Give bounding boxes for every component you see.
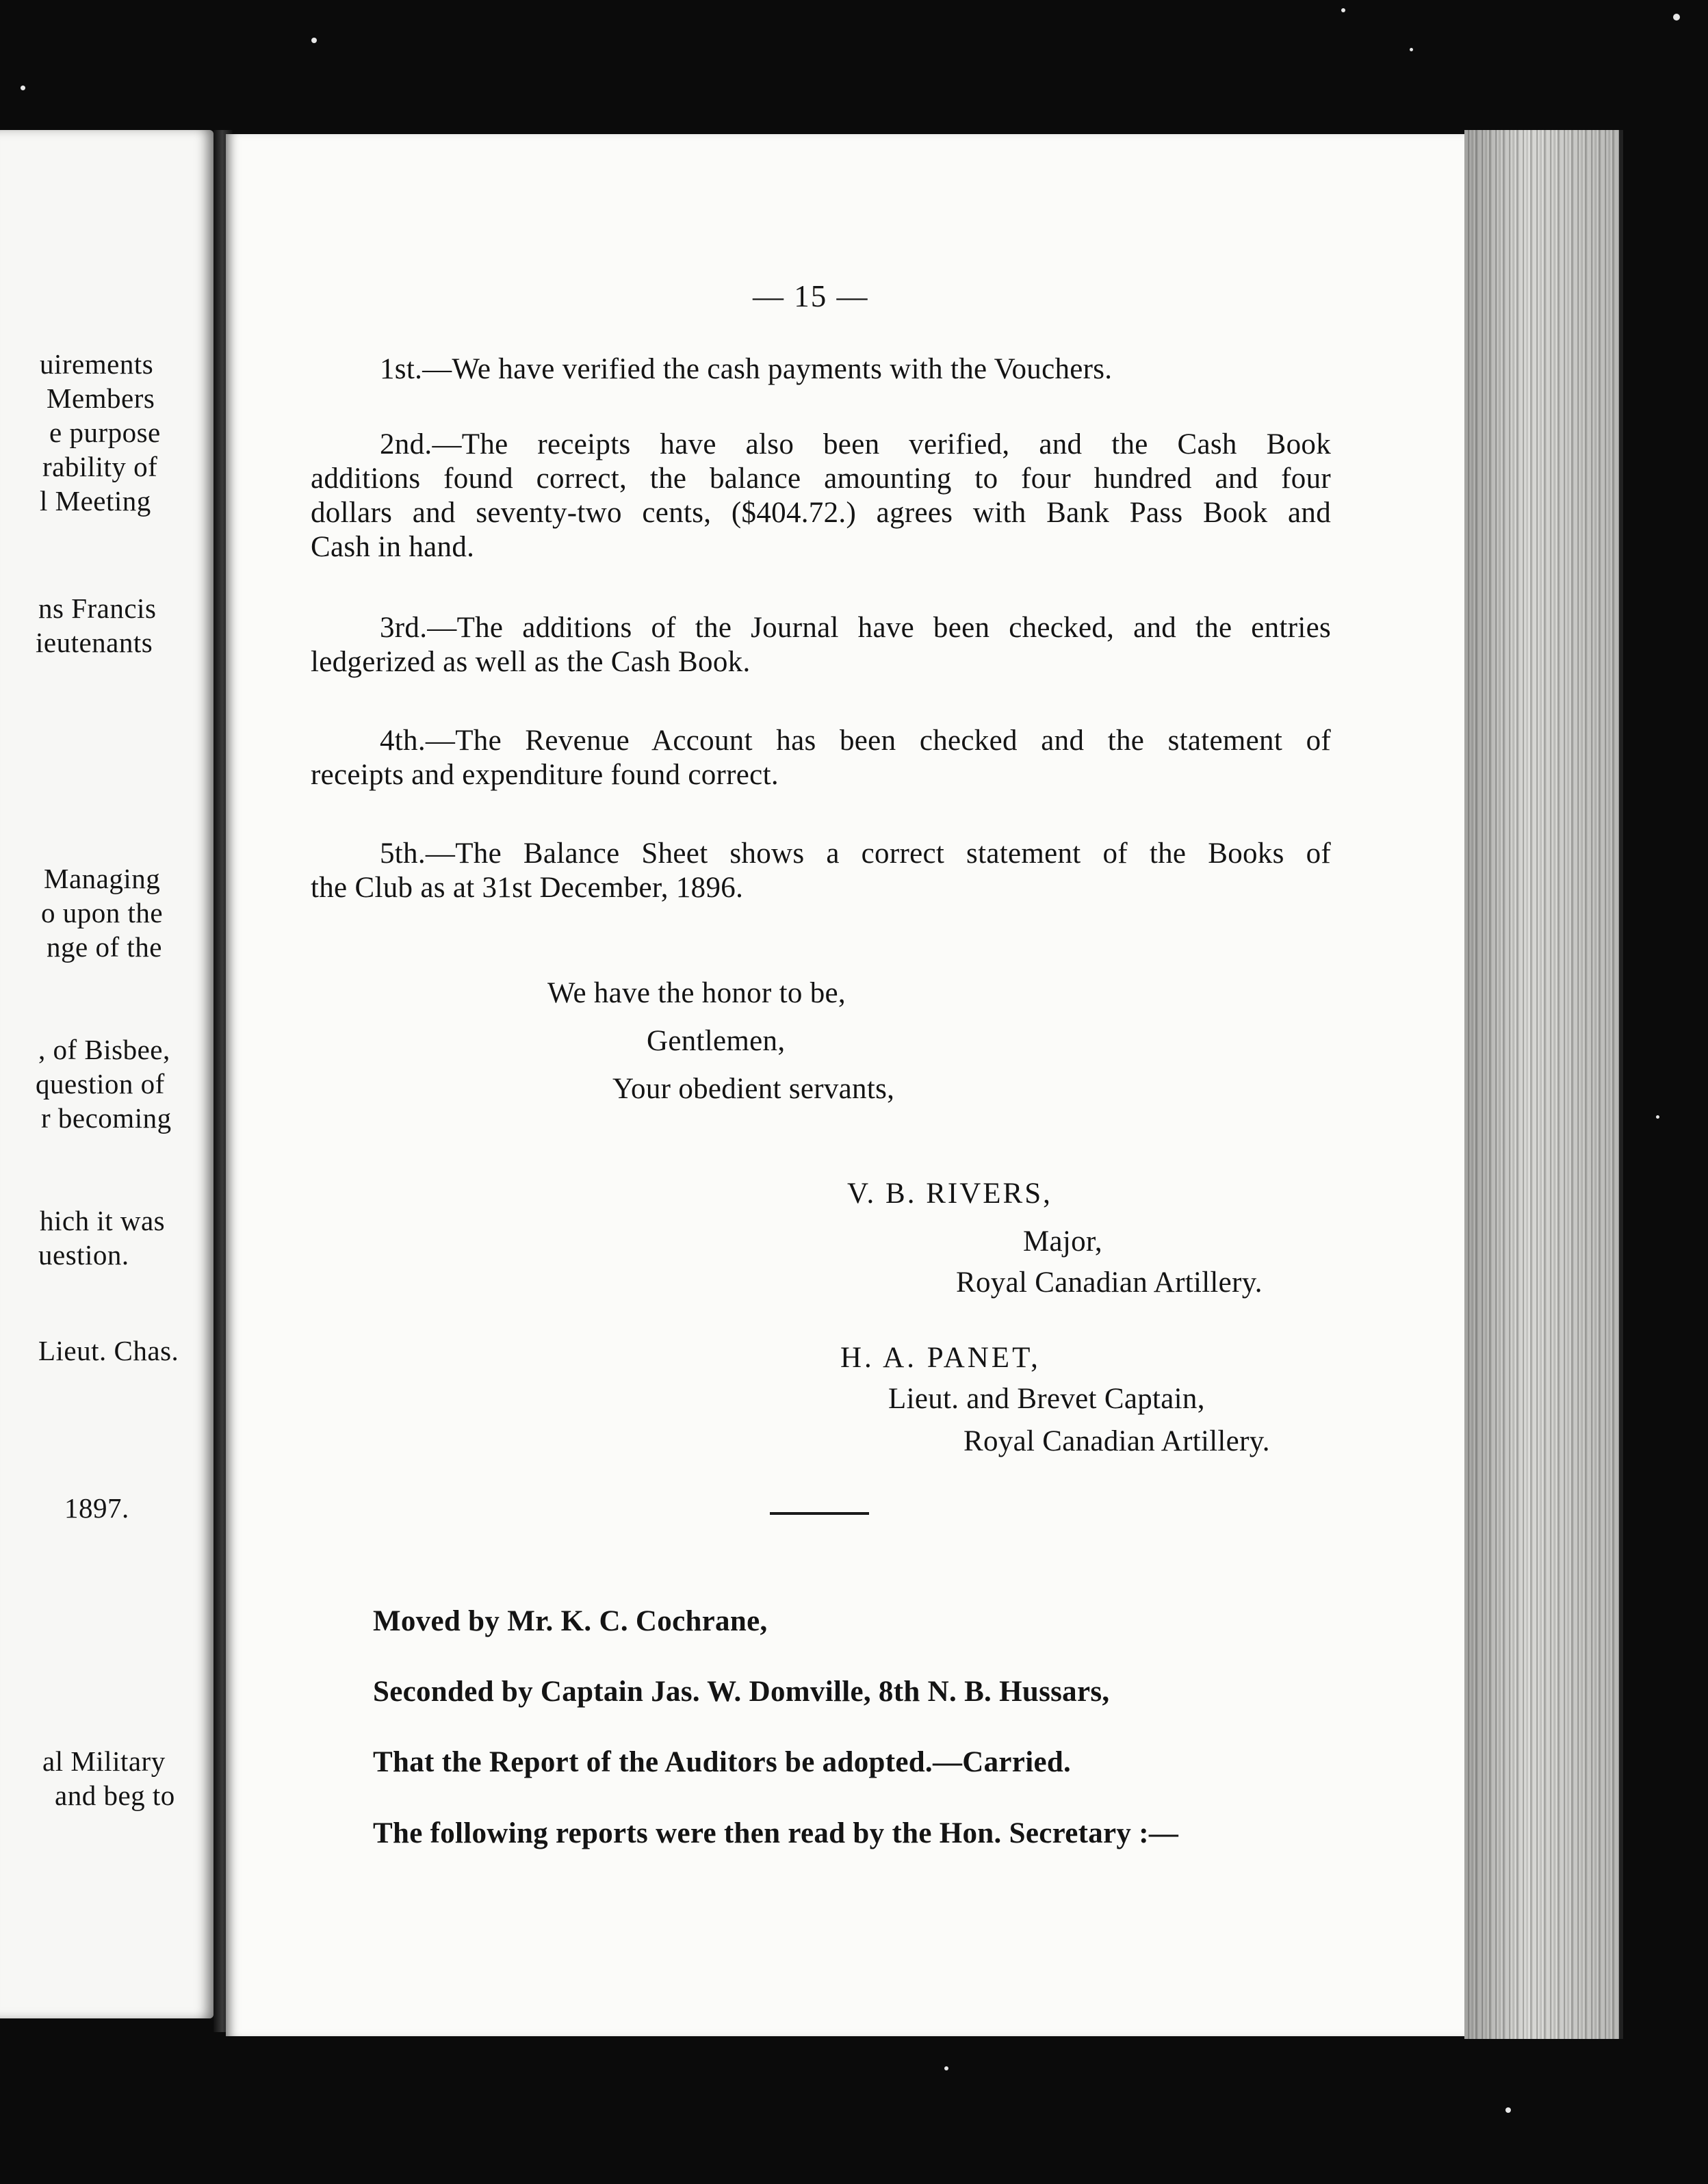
left-page-line: Members xyxy=(47,382,155,414)
dust-speck xyxy=(311,38,317,43)
closing-line: We have the honor to be, xyxy=(547,977,846,1009)
left-page-line: uestion. xyxy=(38,1239,129,1271)
closing-line: Gentlemen, xyxy=(647,1025,786,1057)
signatory-unit: Royal Canadian Artillery. xyxy=(963,1425,1270,1457)
signatory-name: H. A. PANET, xyxy=(840,1342,1041,1374)
closing-line: Your obedient servants, xyxy=(612,1073,895,1105)
section-divider xyxy=(770,1512,869,1515)
motion-moved: Moved by Mr. K. C. Cochrane, xyxy=(373,1605,768,1637)
paragraph-1-line: 1st.—We have verified the cash payments with the Vouchers. xyxy=(380,353,1113,385)
left-page-line: Managing xyxy=(44,863,161,894)
left-page-line: nge of the xyxy=(47,931,162,963)
left-page-line: Lieut. Chas. xyxy=(38,1335,179,1366)
left-page-line: r becoming xyxy=(41,1102,172,1134)
following-reports: The following reports were then read by the Hon. Secretary :— xyxy=(373,1817,1179,1849)
signatory-rank: Lieut. and Brevet Captain, xyxy=(888,1383,1205,1415)
signatory-rank: Major, xyxy=(1023,1225,1102,1258)
paragraph-5-line: 5th.—The Balance Sheet shows a correct statement of the Books of xyxy=(380,837,1331,870)
signatory-unit: Royal Canadian Artillery. xyxy=(956,1266,1263,1299)
dust-speck xyxy=(944,2066,948,2070)
paragraph-2-line: 2nd.—The receipts have also been verified, and the Cash Book xyxy=(380,428,1331,460)
left-page-line: rability of xyxy=(42,451,158,482)
left-page-line: 1897. xyxy=(64,1492,129,1524)
signatory-name: V. B. RIVERS, xyxy=(847,1178,1052,1210)
page-number: — 15 — xyxy=(753,279,869,313)
left-page-line: and beg to xyxy=(55,1780,175,1811)
page-edges xyxy=(1464,130,1623,2039)
left-page-line: hich it was xyxy=(40,1205,166,1236)
paragraph-3-line: ledgerized as well as the Cash Book. xyxy=(311,646,751,678)
paragraph-2-line: additions found correct, the balance amounting to four hundred and four xyxy=(311,463,1331,495)
dust-speck xyxy=(1341,8,1345,12)
left-page-line: ieutenants xyxy=(36,627,153,658)
paragraph-5-line: the Club as at 31st December, 1896. xyxy=(311,872,744,904)
left-page-line: uirements xyxy=(40,348,154,380)
dust-speck xyxy=(1410,48,1413,51)
dust-speck xyxy=(1673,14,1680,21)
motion-resolution: That the Report of the Auditors be adopted.—Carried. xyxy=(373,1746,1072,1778)
paragraph-3-line: 3rd.—The additions of the Journal have been checked, and the entries xyxy=(380,612,1331,644)
paragraph-2-line: dollars and seventy-two cents, ($404.72.) agrees with Bank Pass Book and xyxy=(311,497,1331,529)
left-page-line: ns Francis xyxy=(38,593,157,624)
left-page-line: question of xyxy=(36,1068,165,1100)
dust-speck xyxy=(1656,1115,1659,1119)
left-page-line: o upon the xyxy=(41,897,164,928)
left-page-line: l Meeting xyxy=(40,485,151,517)
left-page-line: e purpose xyxy=(49,417,161,448)
left-page-line: , of Bisbee, xyxy=(38,1034,170,1065)
paragraph-4-line: receipts and expenditure found correct. xyxy=(311,759,779,791)
dust-speck xyxy=(1505,2107,1511,2113)
dust-speck xyxy=(21,86,25,90)
left-page-line: al Military xyxy=(42,1745,166,1777)
paragraph-4-line: 4th.—The Revenue Account has been checked and the statement of xyxy=(380,725,1331,757)
paragraph-2-line: Cash in hand. xyxy=(311,531,475,563)
motion-seconded: Seconded by Captain Jas. W. Domville, 8th N. B. Hussars, xyxy=(373,1676,1110,1708)
previous-page xyxy=(0,130,214,2018)
